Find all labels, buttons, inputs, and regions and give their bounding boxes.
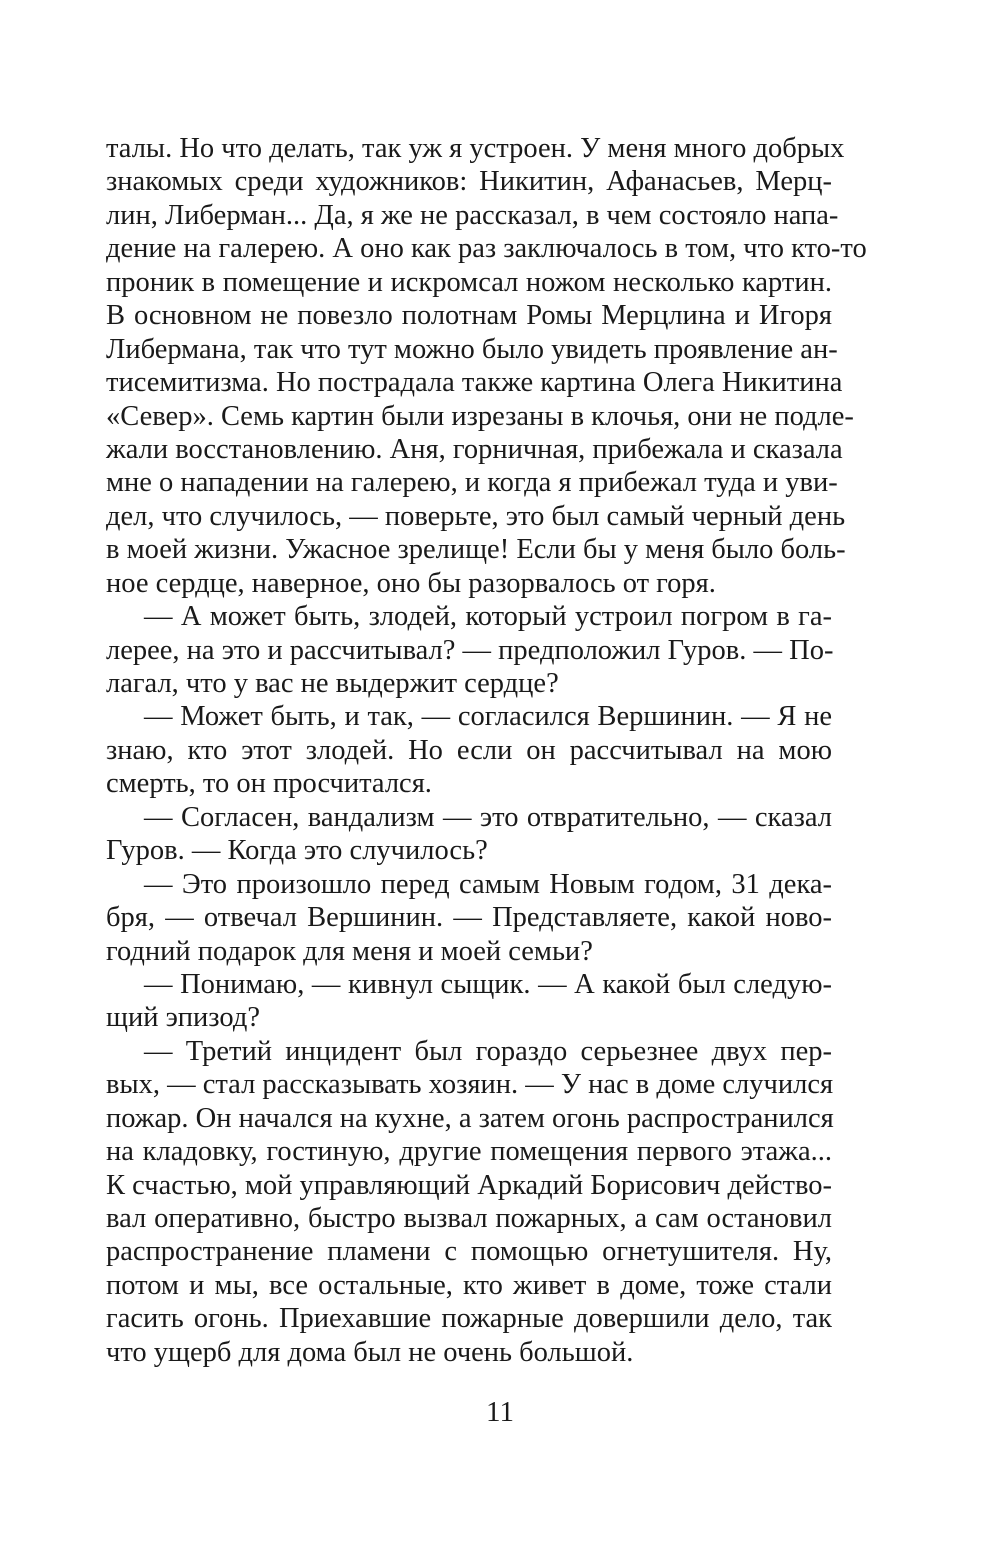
text-line: дение на галерею. А оно как раз заключалось в том, что кто-то xyxy=(106,233,867,265)
text-line: — Понимаю, — кивнул сыщик. — А какой был следую- xyxy=(144,968,832,1000)
text-line: — А может быть, злодей, который устроил погром в га- xyxy=(144,601,832,633)
text-line: распространение пламени с помощью огнетушителя. Ну, xyxy=(106,1236,832,1268)
text-line: годний подарок для меня и моей семьи? xyxy=(106,935,593,967)
text-line: смерть, то он просчитался. xyxy=(106,768,432,800)
text-line: гасить огонь. Приехавшие пожарные довершили дело, так xyxy=(106,1303,832,1335)
text-line: мне о нападении на галерею, и когда я прибежал туда и уви- xyxy=(106,467,838,499)
text-line: Либермана, так что тут можно было увидеть проявление ан- xyxy=(106,333,838,365)
text-line: талы. Но что делать, так уж я устроен. У меня много добрых xyxy=(106,133,845,164)
page-number: 11 xyxy=(486,1396,514,1428)
text-line: бря, — отвечал Вершинин. — Представляете, какой ново- xyxy=(106,902,832,934)
text-line: что ущерб для дома был не очень большой. xyxy=(106,1336,634,1368)
text-line: лерее, на это и рассчитывал? — предположил Гуров. — По- xyxy=(106,634,834,666)
text-line: ное сердце, наверное, оно бы разорвалось от горя. xyxy=(106,567,716,599)
text-line: лагал, что у вас не выдержит сердце? xyxy=(106,668,559,699)
text-line: — Может быть, и так, — согласился Вершинин. — Я не xyxy=(144,701,832,733)
text-line: проник в помещение и искромсал ножом несколько картин. xyxy=(106,266,832,298)
text-line: пожар. Он начался на кухне, а затем огонь распространился xyxy=(106,1102,834,1134)
text-line: щий эпизод? xyxy=(106,1002,260,1034)
text-line: жали восстановлению. Аня, горничная, прибежала и сказала xyxy=(106,433,843,465)
text-line: Гуров. — Когда это случилось? xyxy=(106,835,488,867)
text-line: К счастью, мой управляющий Аркадий Борисович действо- xyxy=(106,1169,832,1201)
text-line: дел, что случилось, — поверьте, это был самый черный день xyxy=(106,500,846,532)
text-line: в моей жизни. Ужасное зрелище! Если бы у меня было боль- xyxy=(106,534,846,566)
text-line: В основном не повезло полотнам Ромы Мерцлина и Игоря xyxy=(106,300,832,332)
text-line: лин, Либерман... Да, я же не рассказал, в чем состояло напа- xyxy=(106,199,839,231)
text-line: — Согласен, вандализм — это отвратительно, — сказал xyxy=(144,801,832,833)
text-line: знакомых среди художников: Никитин, Афанасьев, Мерц- xyxy=(106,166,832,198)
text-line: тисемитизма. Но пострадала также картина Олега Никитина xyxy=(106,367,843,399)
text-line: вых, — стал рассказывать хозяин. — У нас в доме случился xyxy=(106,1069,834,1101)
text-line: на кладовку, гостиную, другие помещения первого этажа... xyxy=(106,1136,832,1168)
text-line: — Третий инцидент был гораздо серьезнее двух пер- xyxy=(144,1035,832,1067)
text-line: знаю, кто этот злодей. Но если он рассчитывал на мою xyxy=(106,734,832,766)
body-text xyxy=(106,132,867,1369)
text-line: «Север». Семь картин были изрезаны в клочья, они не подле- xyxy=(106,400,854,432)
text-line: — Это произошло перед самым Новым годом, 31 дека- xyxy=(144,868,832,900)
text-line: вал оперативно, быстро вызвал пожарных, а сам остановил xyxy=(106,1203,832,1234)
text-line: потом и мы, все остальные, кто живет в доме, тоже стали xyxy=(106,1269,832,1301)
